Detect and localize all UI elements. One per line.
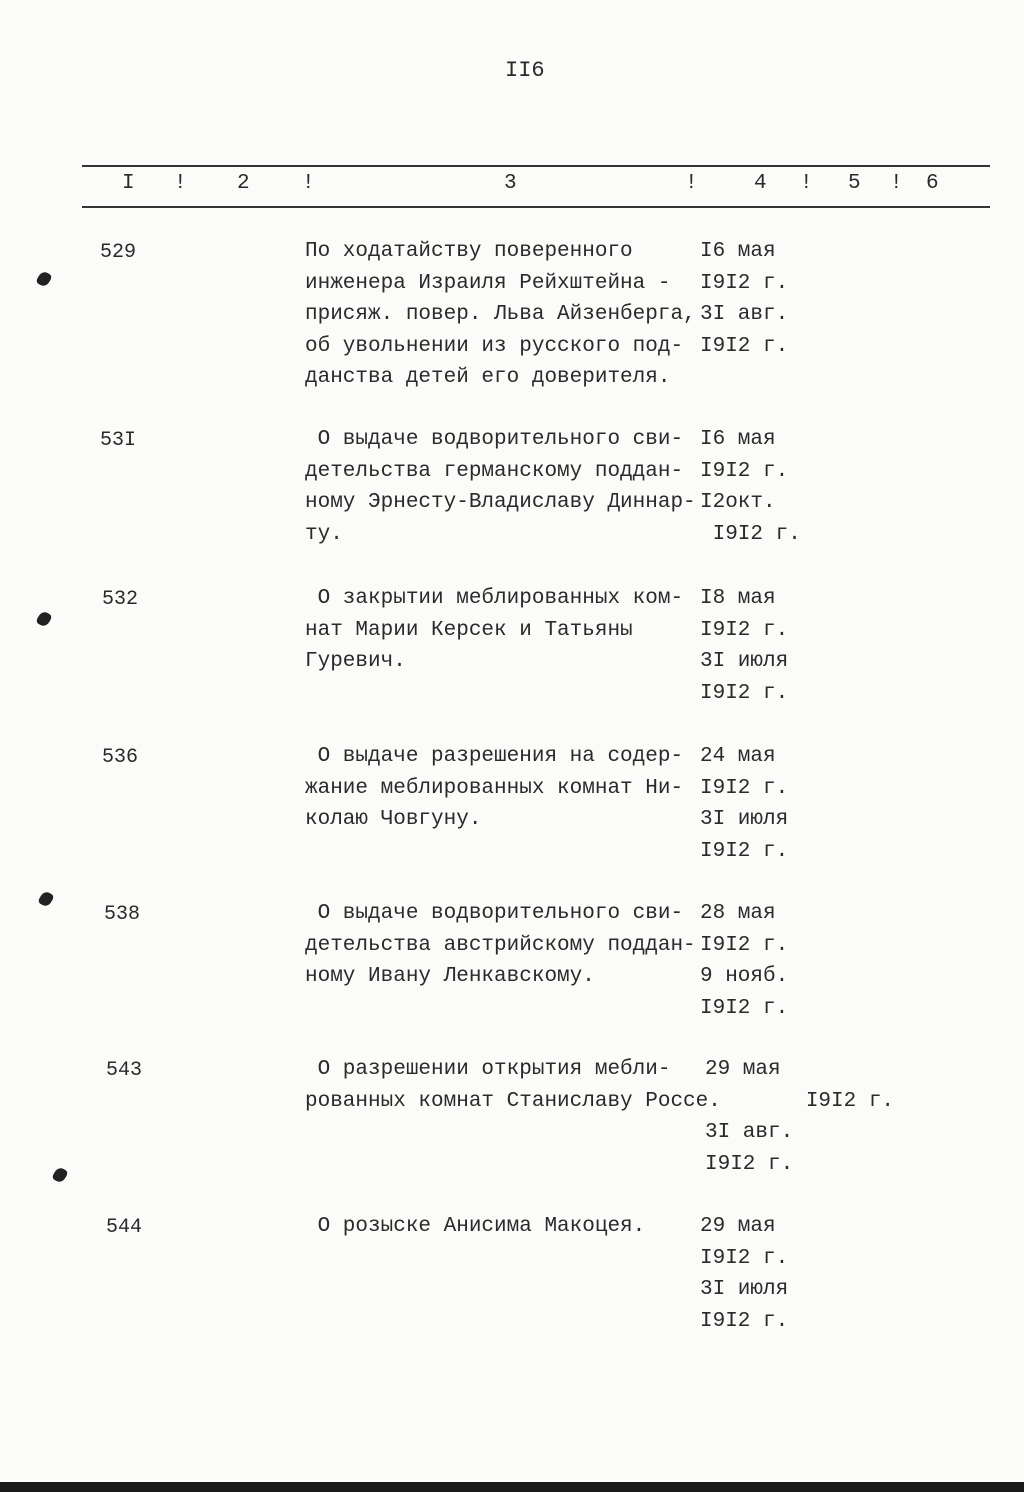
- header-col-2: 2: [237, 172, 250, 195]
- entry-description: О разрешении открытия мебли- рованных комнат Станиславу Россе.: [305, 1058, 721, 1113]
- entry-number: 53I: [100, 429, 137, 452]
- header-sep: !: [890, 172, 903, 195]
- header-col-6: 6: [926, 172, 939, 195]
- binding-hole-mark: [37, 890, 54, 908]
- binding-hole-mark: [51, 1166, 68, 1184]
- header-col-1: I: [122, 172, 135, 195]
- entry-dates: 28 мая I9I2 г. 9 нояб. I9I2 г.: [700, 902, 789, 1020]
- entry-number: 544: [106, 1216, 143, 1239]
- entry-number: 536: [102, 746, 139, 769]
- table-header: [82, 172, 990, 202]
- header-col-5: 5: [848, 172, 861, 195]
- binding-hole-mark: [35, 270, 52, 288]
- table-top-rule: [82, 165, 990, 167]
- table-header-rule: [82, 206, 990, 208]
- entry-number: 538: [104, 903, 141, 926]
- header-sep: !: [685, 172, 698, 195]
- entry-dates: 29 мая I9I2 г. 3I авг. I9I2 г.: [705, 1058, 895, 1176]
- entry-dates: I6 мая I9I2 г. I2окт. I9I2 г.: [700, 428, 801, 546]
- header-col-4: 4: [754, 172, 767, 195]
- header-col-3: 3: [504, 172, 517, 195]
- header-sep: !: [800, 172, 813, 195]
- entry-dates: I8 мая I9I2 г. 3I июля I9I2 г.: [700, 587, 789, 705]
- entry-number: 543: [106, 1059, 143, 1082]
- entry-description: О выдаче водворительного сви- детельства германскому поддан- ному Эрнесту-Владиславу Диннар- ту.: [305, 428, 696, 546]
- entry-description: О выдаче водворительного сви- детельства австрийскому поддан- ному Ивану Ленкавскому.: [305, 902, 696, 988]
- entry-dates: 24 мая I9I2 г. 3I июля I9I2 г.: [700, 745, 789, 863]
- entry-dates: I6 мая I9I2 г. 3I авг. I9I2 г.: [700, 240, 789, 358]
- entry-dates: 29 мая I9I2 г. 3I июля I9I2 г.: [700, 1215, 789, 1333]
- page-number: II6: [505, 58, 545, 83]
- scan-edge: [0, 1482, 1024, 1492]
- entry-description: О розыске Анисима Макоцея.: [305, 1215, 646, 1238]
- entry-number: 529: [100, 241, 137, 264]
- header-sep: !: [302, 172, 315, 195]
- entry-description: О выдаче разрешения на содер- жание меблированных комнат Ни- колаю Човгуну.: [305, 745, 684, 831]
- entry-description: О закрытии меблированных ком- нат Марии Керсек и Татьяны Гуревич.: [305, 587, 684, 673]
- entry-description: По ходатайству поверенного инженера Израиля Рейхштейна - присяж. повер. Льва Айзенберга, об увольнении из русского под- данства детей его доверителя.: [305, 240, 696, 389]
- entry-number: 532: [102, 588, 139, 611]
- binding-hole-mark: [35, 610, 52, 628]
- header-sep: !: [174, 172, 187, 195]
